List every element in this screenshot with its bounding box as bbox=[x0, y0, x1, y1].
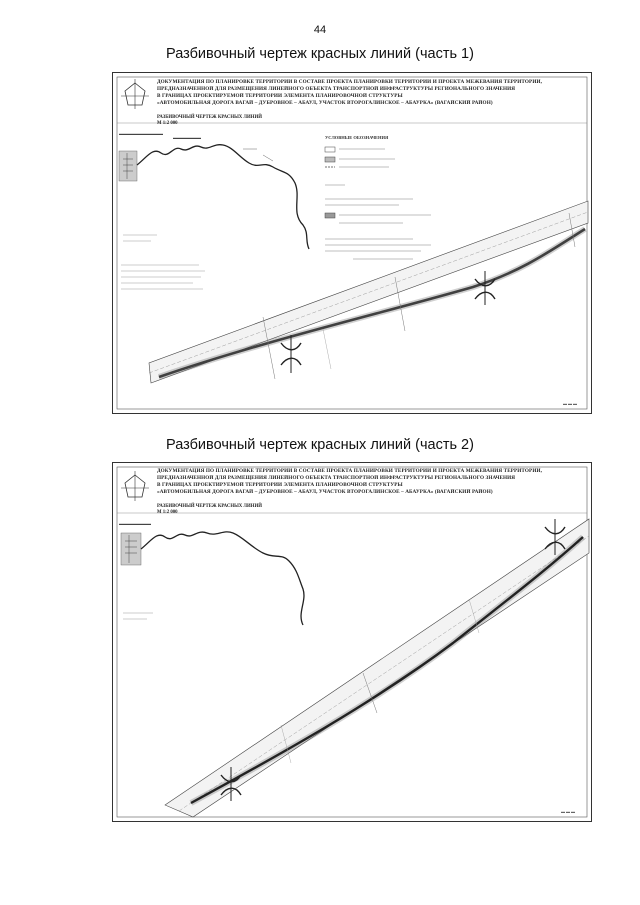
road-corridor bbox=[149, 201, 588, 383]
header-line: «АВТОМОБИЛЬНАЯ ДОРОГА ВАГАЙ – ДУБРОВНОЕ – АБАУЛ, УЧАСТОК ВТОРОГАЛИНСКОЕ – АБАУРКА» (ВАГАЙСКИЙ РАЙОН) bbox=[157, 100, 493, 106]
svg-text:▬▬▬▬▬▬▬▬: ▬▬▬▬▬▬▬▬ bbox=[119, 521, 151, 526]
location-schematic bbox=[119, 131, 309, 249]
header-line: ПРЕДНАЗНАЧЕННОЙ ДЛЯ РАЗМЕЩЕНИЯ ЛИНЕЙНОГО ОБЪЕКТА ТРАНСПОРТНОЙ ИНФРАСТРУКТУРЫ РЕГИОНАЛЬНОГО ЗНАЧЕНИЯ bbox=[157, 86, 516, 92]
location-schematic bbox=[119, 521, 304, 625]
svg-text:▬ ▬ ▬: ▬ ▬ ▬ bbox=[561, 809, 575, 814]
sheet-2-subheader bbox=[157, 504, 262, 516]
header-line: «АВТОМОБИЛЬНАЯ ДОРОГА ВАГАЙ – ДУБРОВНОЕ – АБАУЛ, УЧАСТОК ВТОРОГАЛИНСКОЕ – АБАУРКА» (ВАГАЙСКИЙ РАЙОН) bbox=[157, 489, 493, 495]
sheet-2-plan bbox=[113, 463, 591, 821]
header-line: ДОКУМЕНТАЦИЯ ПО ПЛАНИРОВКЕ ТЕРРИТОРИИ В СОСТАВЕ ПРОЕКТА ПЛАНИРОВКИ ТЕРРИТОРИИ И ПРОЕКТА МЕЖЕВАНИЯ ТЕРРИТОРИИ, bbox=[157, 79, 542, 85]
sheet-2-header bbox=[157, 468, 577, 496]
sheet-2-title: Разбивочный чертеж красных линий (часть 2) bbox=[166, 437, 474, 453]
notes-left bbox=[121, 235, 205, 289]
compass-icon bbox=[121, 471, 149, 501]
compass-icon bbox=[121, 79, 149, 109]
road-corridor bbox=[165, 519, 589, 817]
subheader-line: М 1:2 000 bbox=[157, 510, 178, 515]
sheet-2-drawing bbox=[112, 462, 592, 822]
subheader-line: РАЗБИВОЧНЫЙ ЧЕРТЕЖ КРАСНЫХ ЛИНИЙ bbox=[157, 115, 262, 120]
subheader-line: РАЗБИВОЧНЫЙ ЧЕРТЕЖ КРАСНЫХ ЛИНИЙ bbox=[157, 504, 262, 509]
header-line: В ГРАНИЦАХ ПРОЕКТИРУЕМОЙ ТЕРРИТОРИИ ЭЛЕМЕНТА ПЛАНИРОВОЧНОЙ СТРУКТУРЫ bbox=[157, 482, 403, 488]
page-number: 44 bbox=[313, 24, 327, 36]
header-line: В ГРАНИЦАХ ПРОЕКТИРУЕМОЙ ТЕРРИТОРИИ ЭЛЕМЕНТА ПЛАНИРОВОЧНОЙ СТРУКТУРЫ bbox=[157, 93, 403, 99]
notes-left bbox=[123, 613, 153, 619]
sheet-1-drawing bbox=[112, 72, 592, 414]
subheader-line: М 1:2 000 bbox=[157, 121, 178, 126]
legend-block bbox=[325, 147, 431, 259]
sheet-1-subheader bbox=[157, 115, 262, 127]
sheet-1-header bbox=[157, 79, 577, 107]
svg-text:▬▬▬▬▬▬▬: ▬▬▬▬▬▬▬ bbox=[173, 135, 201, 140]
legend-title: УСЛОВНЫЕ ОБОЗНАЧЕНИЯ bbox=[325, 135, 389, 140]
header-line: ПРЕДНАЗНАЧЕННОЙ ДЛЯ РАЗМЕЩЕНИЯ ЛИНЕЙНОГО ОБЪЕКТА ТРАНСПОРТНОЙ ИНФРАСТРУКТУРЫ РЕГИОНАЛЬНОГО ЗНАЧЕНИЯ bbox=[157, 475, 516, 481]
sheet-1-title: Разбивочный чертеж красных линий (часть 1) bbox=[166, 46, 474, 62]
svg-text:▬▬▬▬▬▬▬▬▬▬▬: ▬▬▬▬▬▬▬▬▬▬▬ bbox=[119, 131, 163, 136]
svg-text:▬ ▬ ▬: ▬ ▬ ▬ bbox=[563, 401, 577, 406]
header-line: ДОКУМЕНТАЦИЯ ПО ПЛАНИРОВКЕ ТЕРРИТОРИИ В СОСТАВЕ ПРОЕКТА ПЛАНИРОВКИ ТЕРРИТОРИИ И ПРОЕКТА МЕЖЕВАНИЯ ТЕРРИТОРИИ, bbox=[157, 468, 542, 474]
